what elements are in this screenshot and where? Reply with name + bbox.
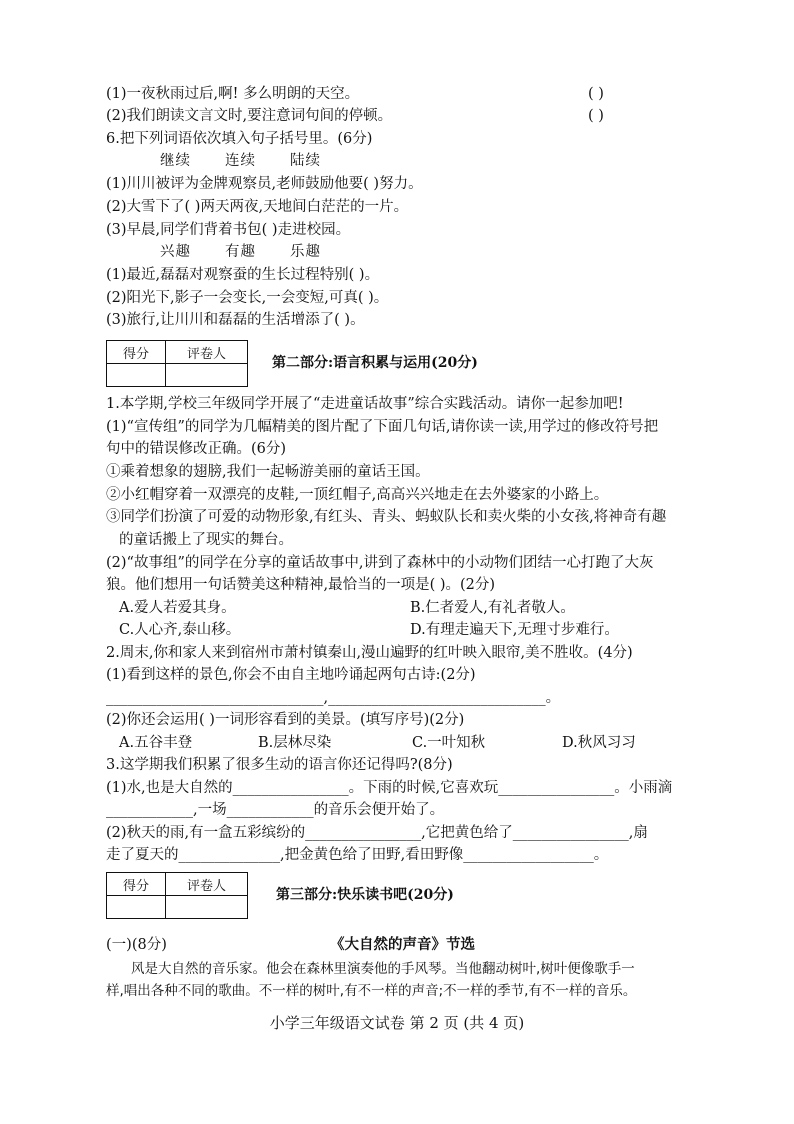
p2-sentence-3-line2: 的童话搬上了现实的舞台。 [119, 532, 293, 548]
word: 陆续 [290, 153, 321, 169]
word: 兴趣 [160, 244, 191, 260]
q6-title: 6.把下列词语依次填入句子括号里。(6分) [106, 131, 373, 147]
page-footer: 小学三年级语文试卷 第 2 页 (共 4 页) [269, 1014, 525, 1032]
q6-sentence-6: (3)旅行,让川川和磊磊的生活增添了( )。 [106, 312, 365, 328]
p2-sentence-1: ①乘着想象的翅膀,我们一起畅游美丽的童话王国。 [106, 464, 430, 480]
p2-q1-1-line1: (1)“宣传组”的同学为几幅精美的图片配了下面几句话,请你读一读,用学过的修改符号把 [106, 419, 659, 435]
q2-option-b: B.层林尽染 [258, 735, 332, 751]
q2-option-a: A.五谷丰登 [119, 735, 193, 751]
word: 连续 [225, 153, 256, 169]
part2-title: 第二部分:语言积累与运用(20分) [272, 355, 478, 371]
q6-word-bank-1 [160, 151, 355, 171]
q6-word-bank-2 [160, 242, 355, 262]
option-d: D.有理走遍天下,无理寸步难行。 [410, 622, 619, 638]
score-header: 得分 [107, 873, 166, 896]
q6-sentence-5: (2)阳光下,影子一会变长,一会变短,可真( )。 [106, 290, 389, 306]
p2-q3: 3.这学期我们积累了很多生动的语言你还记得吗?(8分) [106, 757, 453, 773]
word: 乐趣 [290, 244, 321, 260]
option-c: C.人心齐,泰山移。 [119, 622, 241, 638]
p2-q1-2-line1: (2)“故事组”的同学在分享的童话故事中,讲到了森林中的小动物们团结一心打跑了大灰 [106, 555, 654, 571]
p2-q2-1: (1)看到这样的景色,你会不由自主地吟诵起两句古诗:(2分) [106, 667, 476, 683]
p2-q1-2-line2: 狼。他们想用一句话赞美这种精神,最恰当的一项是( )。(2分) [106, 577, 496, 593]
p2-q2: 2.周末,你和家人来到宿州市萧村镇秦山,漫山遍野的红叶映入眼帘,美不胜收。(4分) [106, 645, 633, 661]
p2-q2-2: (2)你还会运用( )一词形容看到的美景。(填写序号)(2分) [106, 712, 465, 728]
q6-sentence-1: (1)川川被评为金牌观察员,老师鼓励他要( )努力。 [106, 176, 423, 192]
word: 继续 [160, 153, 191, 169]
score-table-part3 [106, 872, 248, 919]
part3-title: 第三部分:快乐读书吧(20分) [276, 887, 454, 903]
q6-sentence-3: (3)早晨,同学们背着书包( )走进校园。 [106, 222, 351, 238]
grader-header: 评卷人 [166, 341, 248, 364]
option-b: B.仁者爱人,有礼者敬人。 [410, 600, 575, 616]
p2-sentence-2: ②小红帽穿着一双漂亮的皮鞋,一顶红帽子,高高兴兴地走在去外婆家的小路上。 [106, 487, 609, 503]
passage-line-1: 风是大自然的音乐家。他会在森林里演奏他的手风琴。当他翻动树叶,树叶便像歌手一 [131, 961, 635, 977]
q2-option-d: D.秋风习习 [562, 735, 636, 751]
score-table-part2 [106, 340, 248, 387]
passage-title: 《大自然的声音》节选 [330, 936, 475, 953]
q6-sentence-2: (2)大雪下了( )两天两夜,天地间白茫茫的一片。 [106, 199, 409, 215]
q6-sentence-4: (1)最近,磊磊对观察蚕的生长过程特别( )。 [106, 267, 380, 283]
q5-answer-paren-2: ( ) [588, 108, 604, 124]
p2-q3-1-line1[interactable]: (1)水,也是大自然的________________。下雨的时候,它喜欢玩________________。小雨滴 [106, 780, 673, 796]
grader-header: 评卷人 [166, 873, 248, 896]
p2-q3-2-line1[interactable]: (2)秋天的雨,有一盒五彩缤纷的________________,它把黄色给了________________,扇 [106, 825, 648, 841]
q5-item-1: (1)一夜秋雨过后,啊! 多么明朗的天空。 [106, 86, 360, 102]
poem-answer-blank[interactable]: ______________________________,______________________________。 [106, 690, 561, 706]
score-cell[interactable] [107, 364, 166, 387]
q5-answer-paren-1: ( ) [588, 86, 604, 102]
option-a: A.爱人若爱其身。 [119, 600, 236, 616]
p2-q3-1-line2[interactable]: ____________,一场____________的音乐会便开始了。 [106, 802, 445, 818]
score-header: 得分 [107, 341, 166, 364]
passage-line-2: 样,唱出各种不同的歌曲。不一样的树叶,有不一样的声音;不一样的季节,有不一样的音乐。 [106, 983, 637, 999]
p2-q1-1-line2: 句中的错误修改正确。(6分) [106, 441, 287, 457]
score-cell[interactable] [107, 896, 166, 919]
p2-sentence-3-line1: ③同学们扮演了可爱的动物形象,有红头、青头、蚂蚁队长和卖火柴的小女孩,将神奇有趣 [106, 509, 667, 525]
q2-option-c: C.一叶知秋 [412, 735, 486, 751]
p2-q1: 1.本学期,学校三年级同学开展了“走进童话故事”综合实践活动。请你一起参加吧! [106, 396, 624, 412]
grader-cell[interactable] [166, 364, 248, 387]
word: 有趣 [225, 244, 256, 260]
p2-q3-2-line2[interactable]: 走了夏天的______________,把金黄色给了田野,看田野像__________________。 [106, 847, 609, 863]
q5-item-2: (2)我们朗读文言文时,要注意词句间的停顿。 [106, 108, 393, 124]
part3-subsection: (一)(8分) [106, 937, 167, 953]
grader-cell[interactable] [166, 896, 248, 919]
